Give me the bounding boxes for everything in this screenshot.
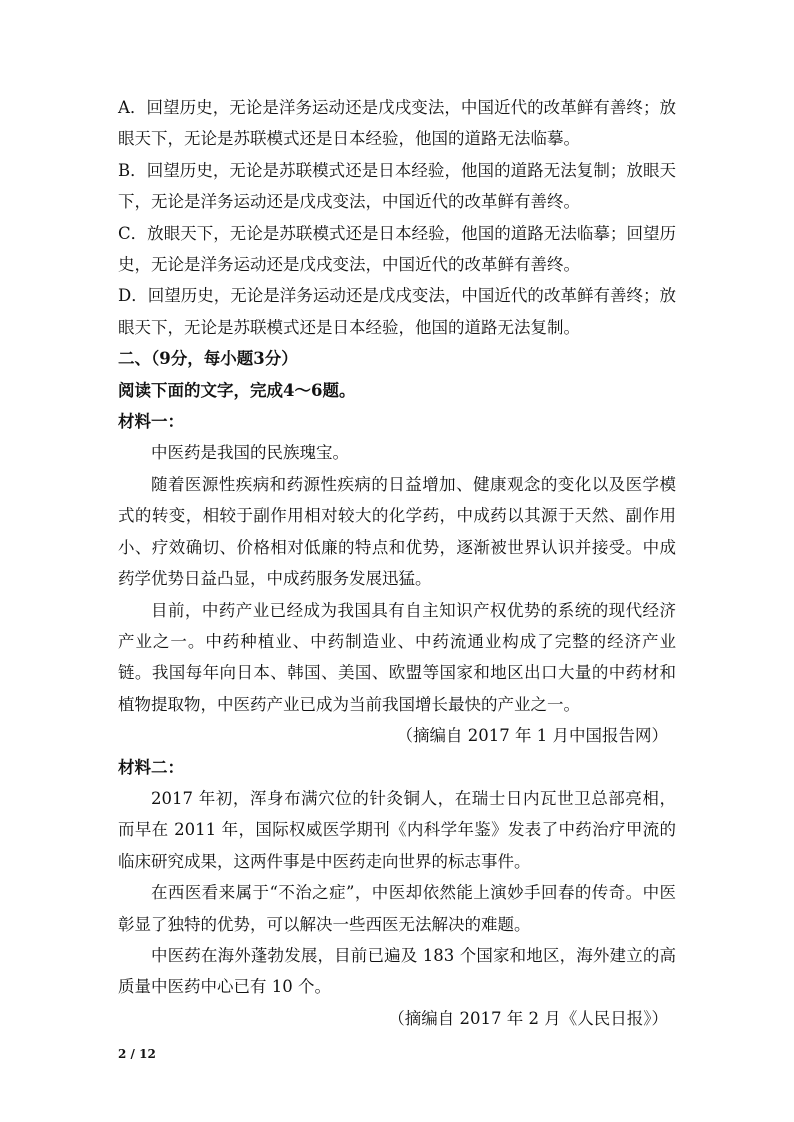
material-two-paragraph: 2017 年初，浑身布满穴位的针灸铜人，在瑞士日内瓦世卫总部亮相，而早在 2011 年，国际权威医学期刊《内科学年鉴》发表了中药治疗甲流的临床研究成果，这两件事是中医药走向世界的标志事件。 bbox=[118, 788, 676, 871]
material-one-label: 材料一： bbox=[118, 412, 184, 432]
page-number: 2 / 12 bbox=[118, 1047, 156, 1061]
material-one-source: （摘编自 2017 年 1 月中国报告网） bbox=[396, 726, 668, 746]
option-a: A．回望历史，无论是洋务运动还是戊戌变法，中国近代的改革鲜有善终；放眼天下，无论是苏联模式还是日本经验，他国的道路无法临摹。 bbox=[118, 98, 676, 149]
material-two-paragraph: 中医药在海外蓬勃发展，目前已遍及 183 个国家和地区，海外建立的高质量中医药中心已有 10 个。 bbox=[118, 945, 676, 997]
material-one-paragraph: 目前，中药产业已经成为我国具有自主知识产权优势的系统的现代经济产业之一。中药种植业、中药制造业、中药流通业构成了完整的经济产业链。我国每年向日本、韩国、美国、欧盟等国家和地区出口大量的中药材和植物提取物，中医药产业已成为当前我国增长最快的产业之一。 bbox=[118, 600, 676, 714]
material-one-paragraph: 随着医源性疾病和药源性疾病的日益增加、健康观念的变化以及医学模式的转变，相较于副作用相对较大的化学药，中成药以其源于天然、副作用小、疗效确切、价格相对低廉的特点和优势，逐渐被世界认识并接受。中成药学优势日益凸显，中成药服务发展迅猛。 bbox=[118, 474, 676, 589]
material-two-label: 材料二： bbox=[118, 757, 184, 777]
material-two-paragraph: 在西医看来属于“不治之症”，中医却依然能上演妙手回春的传奇。中医彰显了独特的优势，可以解决一些西医无法解决的难题。 bbox=[118, 883, 676, 934]
option-d: D．回望历史，无论是洋务运动还是戊戌变法，中国近代的改革鲜有善终；放眼天下，无论是苏联模式还是日本经验，他国的道路无法复制。 bbox=[118, 286, 676, 337]
option-c: C．放眼天下，无论是苏联模式还是日本经验，他国的道路无法临摹；回望历史，无论是洋务运动还是戊戌变法，中国近代的改革鲜有善终。 bbox=[118, 223, 676, 275]
section-heading: 二、（9分，每小题3分） bbox=[118, 349, 298, 369]
material-one-paragraph: 中医药是我国的民族瑰宝。 bbox=[151, 443, 349, 463]
question-instruction: 阅读下面的文字，完成4～6题。 bbox=[118, 380, 356, 400]
material-two-source: （摘编自 2017 年 2 月《人民日报》） bbox=[388, 1008, 668, 1028]
page-content bbox=[118, 92, 676, 1034]
option-b: B．回望历史，无论是苏联模式还是日本经验，他国的道路无法复制；放眼天下，无论是洋务运动还是戊戌变法，中国近代的改革鲜有善终。 bbox=[118, 160, 676, 212]
